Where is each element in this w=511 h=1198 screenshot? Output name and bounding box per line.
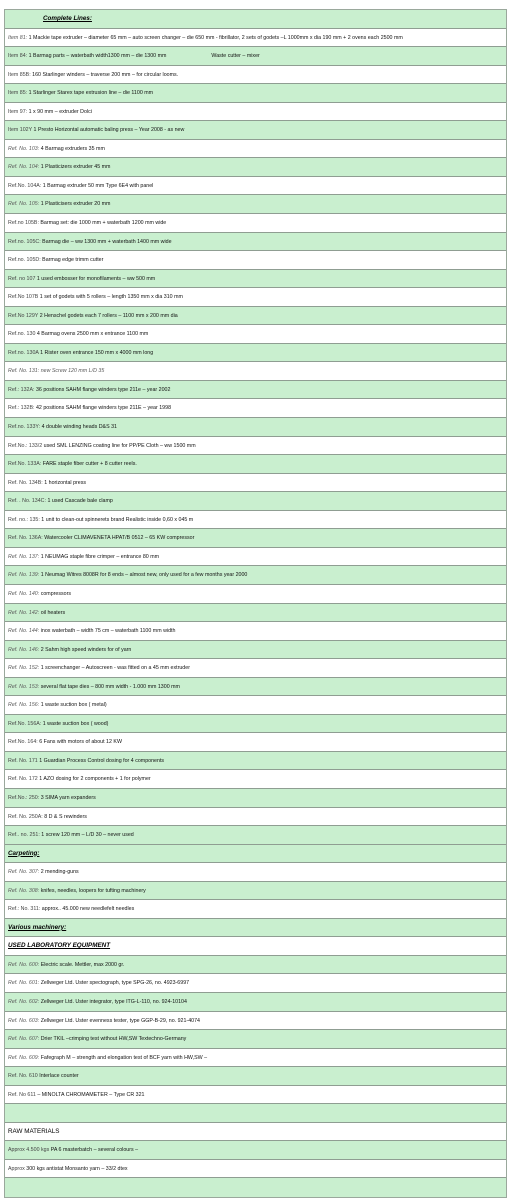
- item-ref: Ref. No. 601:: [8, 980, 40, 987]
- list-item: [5, 251, 506, 270]
- list-item: [5, 47, 506, 66]
- blank-row: [5, 1178, 506, 1197]
- item-description: 1 used Cascade bale clamp: [45, 498, 113, 505]
- list-item: [5, 158, 506, 177]
- item-ref: Ref. No. 137:: [8, 553, 40, 560]
- item-description: 300 kgs antistat Monsanto yarn – 33/2 dtex: [24, 1165, 128, 1172]
- list-item: [5, 103, 506, 122]
- item-description: 2 Sahm high speed winders for of yarn: [39, 646, 132, 653]
- list-item: [5, 511, 506, 530]
- list-item: [5, 474, 506, 493]
- item-description: 1 used embosser for monofilaments – ww 500 mm: [35, 275, 156, 282]
- item-ref: Ref. No. 308:: [8, 887, 40, 894]
- item-description: knifes, needles, loopers for tufting machinery: [39, 887, 146, 894]
- item-description: 1 Presto Horizontal automatic baling press – Year 2008 - as new: [32, 127, 185, 134]
- list-item: [5, 455, 506, 474]
- item-description: 1 x 90 mm – extruder Dolci: [27, 108, 92, 115]
- item-ref: Ref. no.: 135:: [8, 516, 40, 523]
- item-description: 1 waste suction box ( wood): [41, 720, 109, 727]
- section-header: RAW MATERIALS: [5, 1123, 506, 1142]
- item-description: 1 Plasticizers extruder 45 mm: [39, 164, 111, 171]
- item-ref: Ref. No. 153:: [8, 683, 40, 690]
- item-ref: Ref.: 132A:: [8, 386, 35, 393]
- item-description: 4 Barmag extruders 35 mm: [39, 145, 105, 152]
- item-ref: Ref.no 105B:: [8, 220, 39, 227]
- item-description: Zellweger Ltd. Uster spectograph, type SPG-26, no. 4923-6997: [39, 980, 190, 987]
- item-ref: Ref. No. 609:: [8, 1054, 40, 1061]
- item-ref: Ref.No 107B: [8, 294, 39, 301]
- item-ref: Item 85:: [8, 90, 28, 97]
- item-description: Electric scale. Mettler, max 2000 gr.: [39, 961, 125, 968]
- item-ref: Ref. No. 610: [8, 1073, 38, 1080]
- list-item: [5, 29, 506, 48]
- list-item: [5, 770, 506, 789]
- item-ref: Ref. No. 104:: [8, 164, 40, 171]
- item-description: 1 NEUMAG staple fibre crimper – entrance 80 mm: [39, 553, 160, 560]
- list-item: [5, 566, 506, 585]
- item-description: 1 Rister oven entrance 150 mm x 4000 mm long: [38, 349, 154, 356]
- item-description: PA 6 masterbatch – several colours –: [49, 1147, 139, 1154]
- item-ref: Ref. No. 152:: [8, 665, 40, 672]
- item-description: 8 D & S rewinders: [42, 813, 87, 820]
- item-ref: Ref.No. 164:: [8, 739, 38, 746]
- section-header: Various machinery:: [5, 919, 506, 938]
- item-description: approx.. 45.000 new needlefelt needles: [40, 906, 135, 913]
- item-ref: Item 84:: [8, 53, 28, 60]
- list-item: [5, 492, 506, 511]
- list-item: [5, 956, 506, 975]
- item-ref: Ref. No. 131:: [8, 368, 40, 375]
- item-description: Watercooler CLIMAVENETA HPAT/B 0512 – 65 KW compressor: [42, 535, 195, 542]
- item-description: 1 Starlinger Starex tape extrusion line – die 1100 mm: [27, 90, 154, 97]
- item-ref: Item 102Y: [8, 127, 33, 134]
- item-description: Barmag edge trimm cutter: [40, 257, 104, 264]
- item-description: new Screw 120 mm L/D 35: [39, 368, 105, 375]
- list-item: [5, 1012, 506, 1031]
- list-item: [5, 604, 506, 623]
- item-description: Zellweger Ltd. Uster integrator, type ITG-L-110, no. 924-10104: [39, 998, 187, 1005]
- list-item: [5, 529, 506, 548]
- item-ref: Ref.no. 105C:: [8, 238, 41, 245]
- item-ref: Ref. No. 602:: [8, 998, 40, 1005]
- list-item: [5, 733, 506, 752]
- list-item: [5, 307, 506, 326]
- list-item: [5, 696, 506, 715]
- section-header: Complete Lines:: [5, 10, 506, 29]
- item-description: 1 set of godets with 5 rollers – length 1350 mm x dia 310 mm: [38, 294, 183, 301]
- item-description: 6 Fans with motors of about 12 KW: [37, 739, 122, 746]
- item-ref: Ref. No. 140:: [8, 590, 40, 597]
- list-item: [5, 548, 506, 567]
- item-ref: Ref. No. 156:: [8, 702, 40, 709]
- item-ref: Item 85B:: [8, 71, 31, 78]
- item-ref: Ref. . No. 134C:: [8, 498, 46, 505]
- item-ref: Ref.: 132B:: [8, 405, 35, 412]
- list-item: [5, 585, 506, 604]
- item-description: compressors: [39, 590, 72, 597]
- item-ref: Ref. No. 600:: [8, 961, 40, 968]
- item-ref: Ref. No. 171: [8, 757, 38, 764]
- list-item: [5, 288, 506, 307]
- item-description: 1 Guardian Process Control dosing for 4 components: [37, 757, 165, 764]
- item-ref: Ref. No. 134B:: [8, 479, 43, 486]
- item-ref: Item 97:: [8, 108, 28, 115]
- list-item: [5, 1160, 506, 1179]
- item-ref: Ref.no. 130: [8, 331, 36, 338]
- item-ref: Ref. No. 250A:: [8, 813, 43, 820]
- list-item: [5, 789, 506, 808]
- item-ref: Ref.no. 105D:: [8, 257, 41, 264]
- item-description: 3 SIMA yarn expanders: [39, 794, 96, 801]
- item-description: inox waterbath – width 75 cm – waterbath 1100 mm width: [39, 628, 176, 635]
- item-ref: Ref.: No. 311:: [8, 906, 41, 913]
- item-ref: Ref. No. 142:: [8, 609, 40, 616]
- item-ref: Ref.No.: 133/2: [8, 442, 43, 449]
- item-ref: Ref. No. 103:: [8, 145, 40, 152]
- list-item: [5, 325, 506, 344]
- list-item: [5, 66, 506, 85]
- item-ref: Ref.No. 156A:: [8, 720, 42, 727]
- item-description: 1 Plasticisers extruder 20 mm: [39, 201, 111, 208]
- item-description: used SML LENZING coating line for PP/PE Cloth – ww 1500 mm: [42, 442, 196, 449]
- list-item: [5, 140, 506, 159]
- item-description: 4 double winding heads D&S 31: [40, 424, 117, 431]
- list-item: [5, 900, 506, 919]
- item-description: oil heaters: [39, 609, 66, 616]
- list-item: [5, 808, 506, 827]
- item-ref: Ref. No. 144:: [8, 628, 40, 635]
- list-item: [5, 1141, 506, 1160]
- list-item: [5, 381, 506, 400]
- list-item: [5, 641, 506, 660]
- item-description: 2 mending-guns: [39, 869, 79, 876]
- equipment-list-table: [4, 9, 507, 1198]
- item-ref: Approx 4.500 kgs: [8, 1147, 50, 1154]
- item-description: – MINOLTA CHROMAMETER – Type CR 321: [35, 1091, 145, 1098]
- list-item: [5, 826, 506, 845]
- item-ref: Item 81:: [8, 34, 28, 41]
- list-item: [5, 344, 506, 363]
- item-ref: Ref. No. 136A:: [8, 535, 43, 542]
- section-header: Carpeting:: [5, 845, 506, 864]
- item-ref: Ref. No. 172: [8, 776, 38, 783]
- list-item: [5, 399, 506, 418]
- item-ref: Ref.no. 133Y:: [8, 424, 41, 431]
- item-ref: Ref. No. 146:: [8, 646, 40, 653]
- item-ref: Ref.no. 130A: [8, 349, 39, 356]
- list-item: [5, 121, 506, 140]
- item-description: several flat tape dies – 800 mm width - 1.000 mm 1300 mm: [39, 683, 180, 690]
- item-description: 1 screenchanger – Autoscreen - was fitted on a 45 mm extruder: [39, 665, 190, 672]
- list-item: [5, 882, 506, 901]
- item-ref: Ref. No. 139:: [8, 572, 40, 579]
- item-description: 2 Henschel godets each 7 rollers – 1100 mm x 200 mm dia: [38, 312, 178, 319]
- item-description: 1 Barmag extruder 50 mm Type 6E4 with panel: [41, 182, 154, 189]
- list-item: [5, 1030, 506, 1049]
- list-item: [5, 437, 506, 456]
- item-description: 160 Starlinger winders – traverse 200 mm – for circular looms.: [30, 71, 179, 78]
- item-description: Interlace counter: [37, 1073, 79, 1080]
- list-item: [5, 233, 506, 252]
- item-description: 1 Barmag parts – waterbath width1300 mm – die 1300 mm: [27, 53, 167, 60]
- list-item: [5, 177, 506, 196]
- item-ref: Ref. No. 607:: [8, 1036, 40, 1043]
- item-ref: Ref. no 107: [8, 275, 36, 282]
- list-item: [5, 418, 506, 437]
- item-ref: Ref. No. 307:: [8, 869, 40, 876]
- item-ref: Ref.No.: 250:: [8, 794, 40, 801]
- item-description: Drier TKIL –crimping test without HW,SW Textechno-Germany: [39, 1036, 187, 1043]
- item-description: 1 Mackie tape extruder – diameter 65 mm – auto screen changer – die 650 mm - fibrillator, 2 sets of godets –L 1000mm x dia 190 mm + 2 ovens each 2500 mm: [27, 34, 403, 41]
- item-description: 4 Barmag ovens 2500 mm x entrance 1100 mm: [35, 331, 149, 338]
- item-description: 36 positions SAHM flange winders type 211e – year 2002: [34, 386, 171, 393]
- item-ref: Ref. No 611: [8, 1091, 36, 1098]
- blank-row: [5, 1104, 506, 1123]
- list-item: [5, 362, 506, 381]
- list-item: [5, 622, 506, 641]
- list-item: [5, 974, 506, 993]
- item-description: Zellweger Ltd. Uster evenness tester, type GGP-B-29, no. 921-4074: [39, 1017, 200, 1024]
- item-ref: Ref. No. 105:: [8, 201, 40, 208]
- item-description: 1 unit to clean-out spinnerets brand Realistic inside 0,60 x 045 m: [39, 516, 194, 523]
- list-item: [5, 752, 506, 771]
- list-item: [5, 214, 506, 233]
- list-item: [5, 678, 506, 697]
- list-item: [5, 863, 506, 882]
- item-ref: Ref.No. 133A:: [8, 461, 42, 468]
- item-description: Barmag die – ww 1300 mm + waterbath 1400 mm wide: [40, 238, 172, 245]
- item-ref: Ref.No. 104A:: [8, 182, 42, 189]
- list-item: [5, 659, 506, 678]
- item-ref: Ref.. no. 251:: [8, 832, 40, 839]
- item-description: 1 AZO dosing for 2 components + 1 for polymer: [37, 776, 151, 783]
- list-item: [5, 270, 506, 289]
- list-item: [5, 84, 506, 103]
- list-item: [5, 195, 506, 214]
- item-description: FARE staple fiber cutter + 8 cutter reels.: [41, 461, 137, 468]
- list-item: [5, 1067, 506, 1086]
- item-ref: Ref. No. 603:: [8, 1017, 40, 1024]
- list-item: [5, 1086, 506, 1105]
- item-ref: Ref.No 129Y: [8, 312, 39, 319]
- section-header: USED LABORATORY EQUIPMENT: [5, 937, 506, 956]
- item-description: 42 positions SAHM flange winders type 211E – year 1998: [34, 405, 172, 412]
- item-description: 1 horizontal press: [42, 479, 87, 486]
- item-description: 1 Neumag Witres 8008R for 8 ends – almost new, only used for a few months year 2000: [39, 572, 248, 579]
- list-item: [5, 993, 506, 1012]
- item-description: 1 screw 120 mm – L/D 30 – never used: [39, 832, 134, 839]
- item-description: 1 waste suction box ( metal): [39, 702, 107, 709]
- list-item: [5, 1049, 506, 1068]
- item-description: Barmag set: die 1000 mm + waterbath 1200 mm wide: [38, 220, 167, 227]
- item-extra: Waste cutter – mixer: [211, 53, 260, 60]
- item-description: Fafegraph M – strength and elongation test of BCF yarn with HW,SW –: [39, 1054, 208, 1061]
- list-item: [5, 715, 506, 734]
- item-ref: Approx: [8, 1165, 25, 1172]
